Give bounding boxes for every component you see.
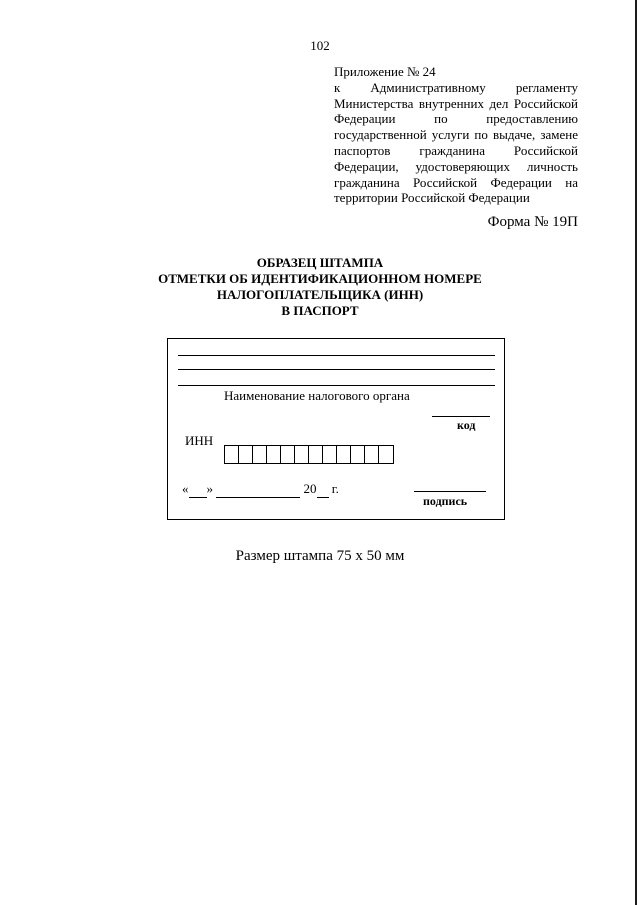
inn-digit-box	[281, 446, 295, 463]
appendix-line: паспортов гражданина Российской	[334, 142, 578, 158]
year-blank	[317, 481, 329, 498]
stamp-sample	[167, 338, 505, 520]
appendix-line: к Административному регламенту	[334, 79, 578, 95]
appendix-line: Федерации по предоставлению	[334, 111, 578, 127]
inn-digit-box	[323, 446, 337, 463]
day-blank	[189, 481, 207, 498]
page-edge-line	[635, 0, 637, 905]
month-blank	[216, 481, 300, 498]
date-row	[182, 481, 339, 498]
inn-digit-box	[267, 446, 281, 463]
inn-digit-box	[309, 446, 323, 463]
code-line	[432, 416, 490, 417]
tax-authority-line	[178, 369, 495, 370]
code-label: код	[457, 418, 476, 432]
appendix-line: гражданина Российской Федерации на	[334, 174, 578, 190]
inn-digit-box	[225, 446, 239, 463]
document-title	[0, 255, 640, 319]
appendix-line: Министерства внутренних дел Российской	[334, 95, 578, 111]
date-open-quote: «	[182, 481, 189, 496]
inn-boxes	[224, 445, 394, 464]
form-number: Форма № 19П	[487, 214, 578, 230]
inn-digit-box	[351, 446, 365, 463]
appendix-header	[334, 64, 578, 206]
inn-digit-box	[379, 446, 393, 463]
inn-digit-box	[337, 446, 351, 463]
inn-digit-box	[239, 446, 253, 463]
title-line: В ПАСПОРТ	[281, 303, 359, 318]
year-suffix: г.	[331, 481, 339, 496]
inn-label: ИНН	[185, 433, 214, 448]
title-line: ОБРАЗЕЦ ШТАМПА	[256, 255, 384, 270]
appendix-line: Федерации, удостоверяющих личность	[334, 158, 578, 174]
page-number: 102	[310, 38, 330, 53]
date-close-quote: »	[206, 481, 213, 496]
inn-digit-box	[253, 446, 267, 463]
inn-digit-box	[365, 446, 379, 463]
appendix-line: территории Российской Федерации	[334, 190, 530, 206]
inn-digit-box	[295, 446, 309, 463]
title-line: НАЛОГОПЛАТЕЛЬЩИКА (ИНН)	[216, 287, 424, 302]
tax-authority-line	[178, 355, 495, 356]
tax-authority-line	[178, 385, 495, 386]
tax-authority-label: Наименование налогового органа	[224, 388, 410, 403]
signature-label: подпись	[423, 494, 468, 508]
year-prefix: 20	[303, 481, 317, 496]
stamp-size-note: Размер штампа 75 х 50 мм	[235, 548, 405, 564]
appendix-line: государственной услуги по выдаче, замене	[334, 127, 578, 143]
signature-line	[414, 491, 486, 492]
title-line: ОТМЕТКИ ОБ ИДЕНТИФИКАЦИОННОМ НОМЕРЕ	[158, 271, 482, 286]
appendix-line: Приложение № 24	[334, 64, 436, 79]
